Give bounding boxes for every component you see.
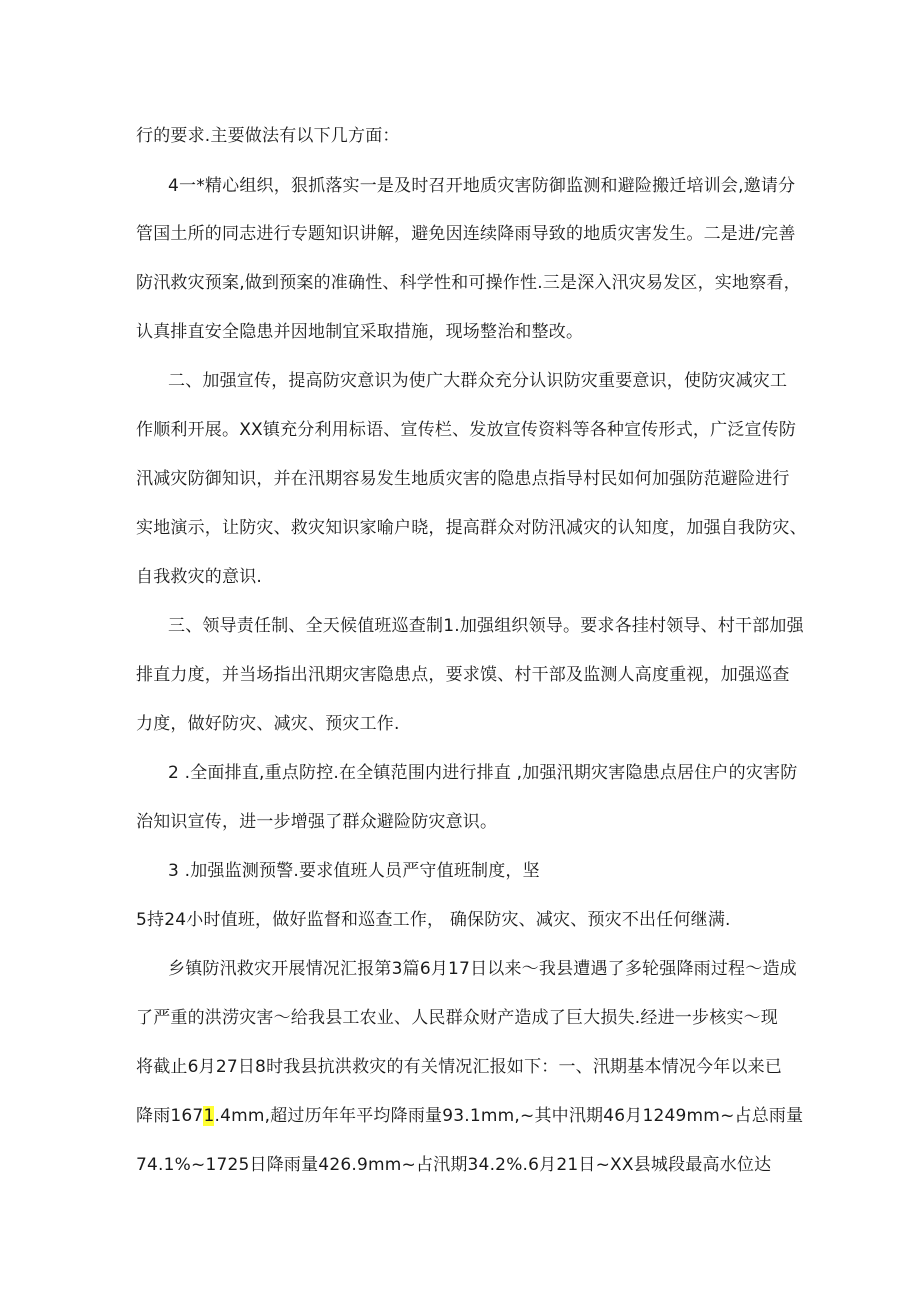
text-line: 将截止6月27日8时我县抗洪救灾的有关情况汇报如下：一、汛期基本情况今年以来已: [136, 1057, 783, 1077]
text-segment: .4mm,超过历年年平均降雨量93.1mm,~其中汛期46月1249mm~占总雨量: [214, 1106, 804, 1126]
text-line: 管国土所的同志进行专题知识讲解，避免因连续降雨导致的地质灾害发生。二是进/完善: [136, 224, 796, 244]
text-line: 力度，做好防灾、减灾、预灾工作.: [136, 714, 400, 734]
text-line: 乡镇防汛救灾开展情况汇报第3篇6月17日以来〜我县遭遇了多轮强降雨过程〜造成: [168, 959, 797, 979]
text-line: 5持24小时值班，做好监督和巡查工作， 确保防灾、减灾、预灾不出任何继满.: [136, 910, 731, 930]
text-line: 二、加强宣传，提高防灾意识为使广大群众充分认识防灾重要意识，使防灾减灾工: [168, 371, 788, 391]
text-line: 3 .加强监测预警.要求值班人员严守值班制度，坚: [168, 861, 540, 881]
text-line: 4一*精心组织，狠抓落实一是及时召开地质灾害防御监测和避险搬迁培训会,邀请分: [168, 176, 796, 196]
text-line: 认真排直安全隐患并因地制宜采取措施，现场整治和整改。: [136, 322, 584, 342]
highlighted-text: 1: [203, 1106, 215, 1126]
text-line: 了严重的洪涝灾害〜给我县工农业、人民群众财产造成了巨大损失.经进一步核实〜现: [136, 1008, 779, 1028]
text-line: 治知识宣传，进一步增强了群众避险防灾意识。: [136, 812, 498, 832]
text-line: 防汛救灾预案,做到预案的准确性、科学性和可操作性.三是深入汛灾易发区，实地察看，: [136, 273, 801, 293]
text-line: 2 .全面排直,重点防控.在全镇范围内进行排直 ,加强汛期灾害隐患点居住户的灾害防: [168, 763, 798, 783]
text-line: 汛减灾防御知识，并在汛期容易发生地质灾害的隐患点指导村民如何加强防范避险进行: [136, 469, 790, 489]
text-line: 自我救灾的意识.: [136, 567, 263, 587]
text-segment: 降雨167: [136, 1106, 204, 1126]
text-line: 作顺利开展。XX镇充分利用标语、宣传栏、发放宣传资料等各种宣传形式，广泛宣传防: [136, 420, 797, 440]
text-line: [136, 1104, 803, 1128]
text-line: 74.1%~1725日降雨量426.9mm~占汛期34.2%.6月21日~XX县城段最高水位达: [136, 1155, 772, 1175]
text-line: 排直力度，并当场指出汛期灾害隐患点，要求馍、村干部及监测人高度重视，加强巡查: [136, 665, 790, 685]
text-line: 三、领导责任制、全天候值班巡查制1.加强组织领导。要求各挂村领导、村干部加强: [168, 616, 804, 636]
text-line: 行的要求.主要做法有以下几方面：: [136, 126, 400, 146]
text-line: 实地演示，让防灾、救灾知识家喻户晓，提高群众对防汛减灾的认知度，加强自我防灾、: [136, 518, 807, 538]
